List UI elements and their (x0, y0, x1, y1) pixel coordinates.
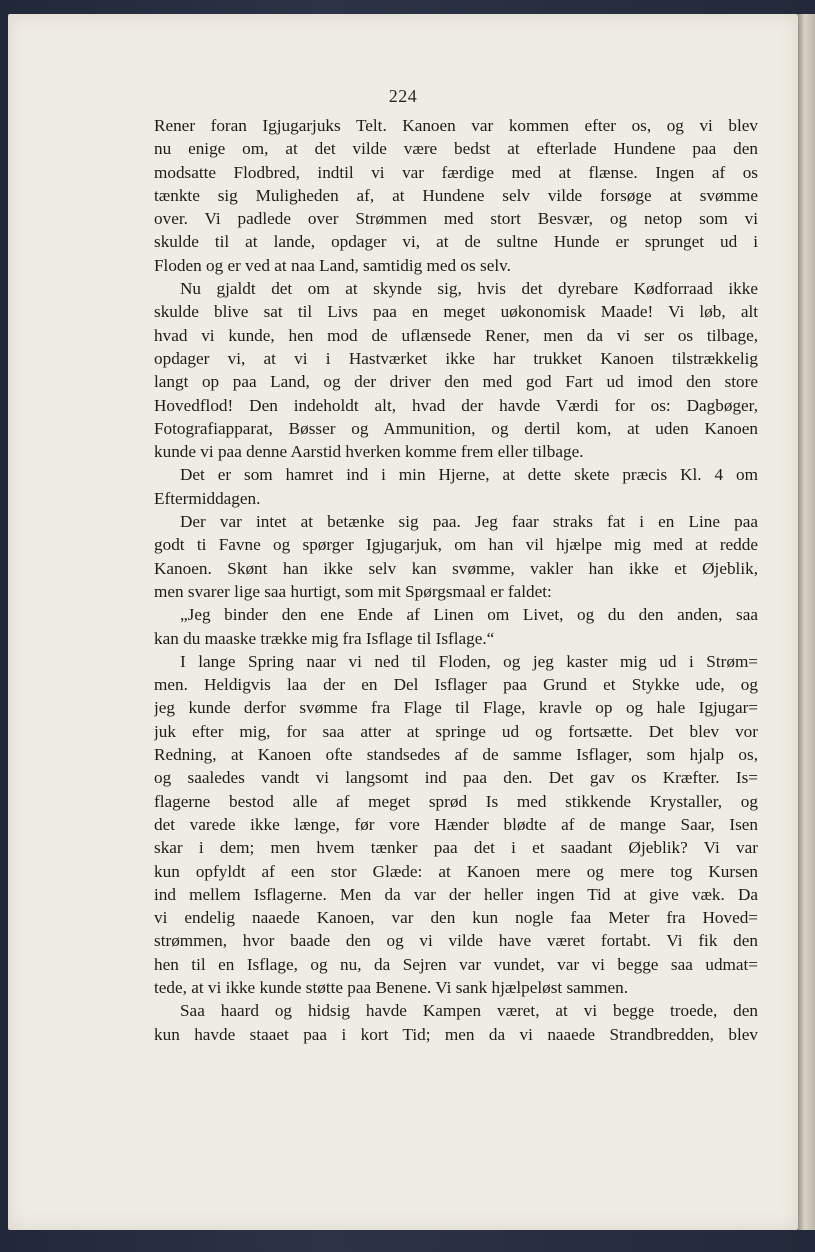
paragraph (154, 650, 758, 999)
text-line: Der var intet at betænke sig paa. Jeg faar straks fat i en Line paa (180, 512, 758, 532)
text-line: nu enige om, at det vilde være bedst at efterlade Hundene paa den (154, 139, 758, 159)
text-line: Eftermiddagen. (154, 488, 261, 508)
text-line: Floden og er ved at naa Land, samtidig med os selv. (154, 255, 511, 275)
paragraph (154, 463, 758, 510)
text-line: flagerne bestod alle af meget sprød Is med stikkende Krystaller, og (154, 791, 758, 811)
paragraph (154, 510, 758, 603)
text-line: kun opfyldt af een stor Glæde: at Kanoen mere og mere tog Kursen (154, 861, 758, 881)
text-line: I lange Spring naar vi ned til Floden, og jeg kaster mig ud i Strøm= (180, 651, 758, 671)
text-line: Det er som hamret ind i min Hjerne, at dette skete præcis Kl. 4 om (180, 465, 758, 485)
text-line: strømmen, hvor baade den og vi vilde have været fortabt. Vi fik den (154, 931, 758, 951)
text-line: tede, at vi ikke kunde støtte paa Benene. Vi sank hjælpeløst sammen. (154, 977, 629, 997)
text-line: Hovedflod! Den indeholdt alt, hvad der havde Værdi for os: Dagbøger, (154, 395, 758, 415)
text-line: over. Vi padlede over Strømmen med stort Besvær, og netop som vi (154, 209, 758, 229)
text-line: jeg kunde derfor svømme fra Flage til Flage, kravle op og hale Igjugar= (154, 698, 758, 718)
paragraph (154, 114, 758, 277)
text-line: Fotografiapparat, Bøsser og Ammunition, og dertil kom, at uden Kanoen (154, 418, 758, 438)
text-line: Rener foran Igjugarjuks Telt. Kanoen var kommen efter os, og vi blev (154, 116, 758, 135)
text-line: skar i dem; men hvem tænker paa det i et saadant Øjeblik? Vi var (154, 838, 758, 858)
text-line: Kanoen. Skønt han ikke selv kan svømme, vakler han ikke et Øjeblik, (154, 558, 758, 578)
page-edge (798, 14, 815, 1230)
text-line: det varede ikke længe, før vore Hænder blødte af de mange Saar, Isen (154, 814, 758, 834)
text-line: og saaledes vandt vi langsomt ind paa den. Det gav os Kræfter. Is= (154, 768, 758, 788)
text-line: vi endelig naaede Kanoen, var den kun nogle faa Meter fra Hoved= (154, 908, 758, 928)
text-line: kan du maaske trække mig fra Isflage til Isflage.“ (154, 628, 495, 648)
text-line: juk efter mig, for saa atter at springe ud og fortsætte. Det blev vor (154, 721, 758, 741)
text-line: hvad vi kunde, hen mod de uflænsede Rener, men da vi ser os tilbage, (154, 325, 758, 345)
paragraph (154, 603, 758, 650)
text-line: skulde til at lande, opdager vi, at de sultne Hunde er sprunget ud i (154, 232, 758, 252)
text-line: ind mellem Isflagerne. Men da var der heller ingen Tid at give væk. Da (154, 884, 758, 904)
text-line: Nu gjaldt det om at skynde sig, hvis det dyrebare Kødforraad ikke (180, 279, 758, 299)
text-line: kun havde staaet paa i kort Tid; men da vi naaede Strandbredden, blev (154, 1024, 758, 1044)
text-line: tænkte sig Muligheden af, at Hundene selv vilde forsøge at svømme (154, 185, 758, 205)
paragraph (154, 277, 758, 463)
body-text (154, 114, 758, 1046)
text-line: godt ti Favne og spørger Igjugarjuk, om han vil hjælpe mig med at redde (154, 535, 758, 555)
paragraph (154, 999, 758, 1046)
text-line: „Jeg binder den ene Ende af Linen om Livet, og du den anden, saa (180, 605, 758, 625)
text-line: skulde blive sat til Livs paa en meget uøkonomisk Maade! Vi løb, alt (154, 302, 758, 322)
page-number: 224 (388, 86, 418, 106)
text-line: hen til en Isflage, og nu, da Sejren var vundet, var vi begge saa udmat= (154, 954, 758, 974)
text-line: men svarer lige saa hurtigt, som mit Spørgsmaal er faldet: (154, 581, 552, 601)
text-line: Redning, at Kanoen ofte standsedes af de samme Isflager, som hjalp os, (154, 745, 758, 765)
text-line: kunde vi paa denne Aarstid hverken komme frem eller tilbage. (154, 442, 584, 462)
text-line: men. Heldigvis laa der en Del Isflager paa Grund et Stykke ude, og (154, 675, 758, 695)
text-line: langt op paa Land, og der driver den med god Fart ud imod den store (154, 372, 758, 392)
text-line: opdager vi, at vi i Hastværket ikke har trukket Kanoen tilstrækkelig (154, 348, 758, 368)
text-line: modsatte Flodbred, indtil vi var færdige med at flænse. Ingen af os (154, 162, 758, 182)
text-line: Saa haard og hidsig havde Kampen været, at vi begge troede, den (180, 1001, 758, 1021)
